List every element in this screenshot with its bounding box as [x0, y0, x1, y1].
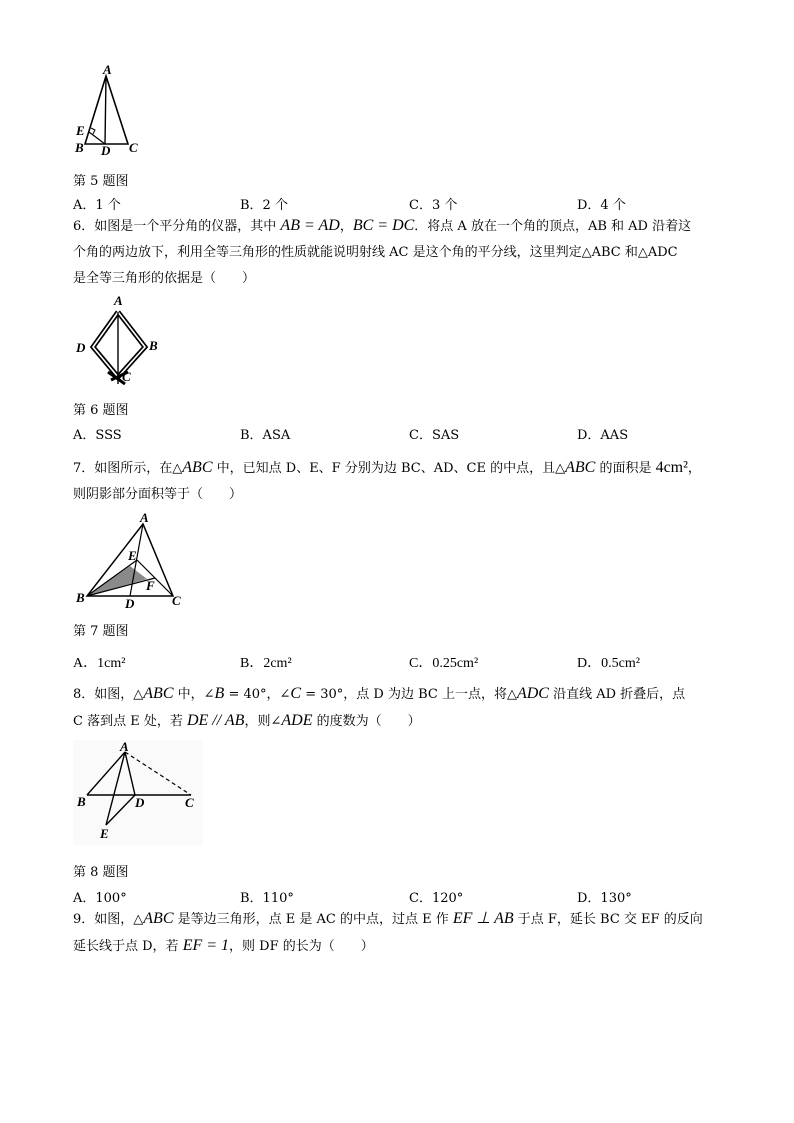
option-d-q6[interactable]: D．AAS: [577, 428, 629, 443]
label-d: D: [101, 143, 111, 157]
label-d: D: [76, 340, 86, 355]
option-c-q7[interactable]: C．0.25cm²: [409, 656, 479, 671]
label-e: E: [100, 826, 109, 841]
option-c-q8[interactable]: C．120°: [409, 891, 464, 906]
stem-line: 9．如图，△ABC 是等边三角形，点 E 是 AC 的中点，过点 E 作 EF ⊥ AB 于点 F，延长 BC 交 EF 的反向: [73, 910, 703, 927]
figure-q7: [73, 512, 188, 612]
label-d: D: [125, 596, 135, 611]
figure-caption-q6: 第 6 题图: [73, 403, 129, 418]
label-b: B: [77, 794, 86, 809]
option-c-q6[interactable]: C．SAS: [409, 428, 460, 443]
stem-line: C 落到点 E 处，若 DE // AB，则∠ADE 的度数为（ ）: [73, 712, 421, 729]
stem-line: 个角的两边放下，利用全等三角形的性质就能说明射线 AC 是这个角的平分线，这里判定△ABC 和△ADC: [73, 245, 678, 260]
figure-q6: [73, 292, 158, 392]
figure-q8: [73, 740, 203, 845]
label-c: C: [129, 140, 138, 155]
label-b: B: [76, 590, 85, 605]
question-6-stem: [73, 213, 723, 292]
option-d-q5[interactable]: D．4 个: [577, 198, 626, 213]
stem-line: 延长线于点 D，若 EF = 1，则 DF 的长为（ ）: [73, 937, 374, 954]
label-e: E: [128, 548, 137, 563]
stem-line: 8．如图，△ABC 中，∠B = 40°，∠C = 30°，点 D 为边 BC 上一点，将△ADC 沿直线 AD 折叠后，点: [73, 685, 686, 702]
angle-bisector-instrument-diagram: [73, 292, 158, 392]
label-f: F: [146, 578, 155, 593]
label-a: A: [120, 740, 129, 754]
option-a-q8[interactable]: A．100°: [73, 891, 127, 906]
label-b: B: [149, 338, 158, 353]
option-a-q5[interactable]: A．1 个: [73, 198, 121, 213]
label-a: A: [103, 62, 112, 77]
option-c-q5[interactable]: C．3 个: [409, 198, 458, 213]
stem-line: 6．如图是一个平分角的仪器，其中 AB = AD，BC = DC．将点 A 放在一个角的顶点，AB 和 AD 沿着这: [73, 217, 692, 234]
option-b-q8[interactable]: B．110°: [240, 891, 294, 906]
label-e: E: [76, 123, 85, 138]
label-c: C: [122, 369, 131, 384]
option-b-q5[interactable]: B．2 个: [240, 198, 288, 213]
label-a: A: [114, 293, 123, 308]
figure-caption-q7: 第 7 题图: [73, 624, 129, 639]
figure-caption-q8: 第 8 题图: [73, 865, 129, 880]
stem-line: 7．如图所示，在△ABC 中，已知点 D、E、F 分别为边 BC、AD、CE 的中点，且△ABC 的面积是 4cm²，: [73, 459, 701, 476]
figure-caption-q5: 第 5 题图: [73, 174, 129, 189]
option-b-q6[interactable]: B．ASA: [240, 428, 291, 443]
option-d-q8[interactable]: D．130°: [577, 891, 632, 906]
question-9-stem: [73, 906, 723, 960]
option-a-q6[interactable]: A．SSS: [73, 428, 122, 443]
question-8-stem: [73, 681, 723, 735]
stem-line: 则阴影部分面积等于（ ）: [73, 487, 243, 502]
triangle-diagram-q5: [73, 62, 148, 157]
stem-line: 是全等三角形的依据是（ ）: [73, 271, 256, 286]
label-d: D: [135, 795, 145, 810]
figure-q5: [73, 62, 148, 157]
label-c: C: [185, 795, 194, 810]
label-c: C: [172, 593, 181, 608]
option-b-q7[interactable]: B．2cm²: [240, 656, 292, 671]
shaded-triangle-diagram: [73, 512, 188, 612]
question-7-stem: [73, 455, 723, 508]
label-a: A: [140, 512, 149, 525]
option-a-q7[interactable]: A．1cm²: [73, 656, 126, 671]
label-b: B: [75, 140, 84, 155]
folded-triangle-diagram: [73, 740, 203, 845]
option-d-q7[interactable]: D．0.5cm²: [577, 656, 640, 671]
